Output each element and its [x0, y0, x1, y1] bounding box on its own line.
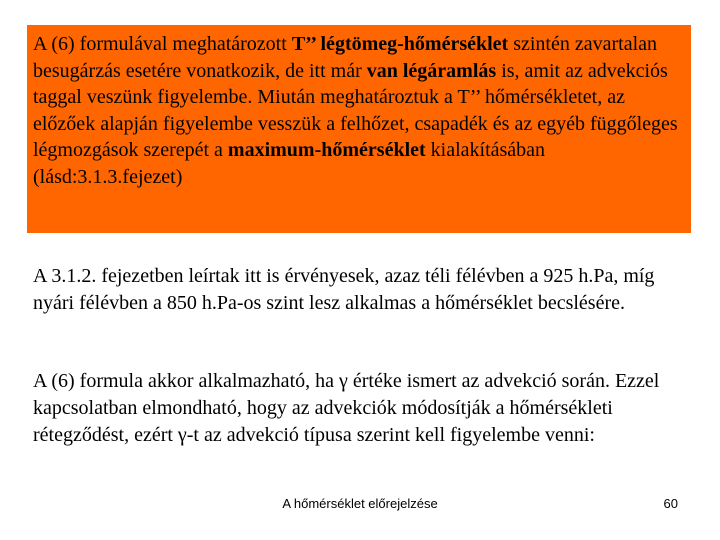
- gamma-symbol: γ: [177, 424, 187, 446]
- highlight-bold-1: T’’ légtömeg-hőmérséklet: [291, 33, 509, 55]
- gamma-symbol: γ: [339, 370, 348, 392]
- highlight-bold-2: van légáramlás: [366, 59, 497, 82]
- para2-text-1: A (6) formula akkor alkalmazható, ha: [33, 370, 339, 392]
- highlight-text-2: szintén zavartalan besugárzás esetére vonatkozik, de itt már: [33, 33, 658, 82]
- highlighted-text-box: [27, 25, 691, 233]
- paragraph-gamma-advection: [33, 368, 695, 449]
- page-number: 60: [663, 496, 678, 511]
- highlight-text-1: A (6) formulával meghatározott: [33, 33, 292, 55]
- highlight-bold-3: maximum-hőmérséklet: [227, 139, 426, 161]
- para2-text-2: értéke ismert az advekció során. Ezzel kapcsolatban elmondható, hogy az advekciók módosítják a hőmérsékleti rétegződést, ezért: [33, 370, 660, 446]
- highlight-text-4: kialakításában (lásd:3.1.3.fejezet): [33, 139, 546, 188]
- para2-text-3: -t az advekció típusa szerint kell figyelembe venni:: [186, 424, 595, 446]
- highlight-text-3: is, amit az advekciós taggal veszünk figyelembe. Miután meghatároztuk a T’’ hőmérsékletet, az előzőek alapján figyelembe vesszük a felhőzet, csapadék és az egyéb függőleges légmozgások szerepét a: [33, 59, 678, 161]
- paragraph-925-850-hpa: A 3.1.2. fejezetben leírtak itt is érvényesek, azaz téli félévben a 925 h.Pa, míg nyári félévben a 850 h.Pa-os szint lesz alkalmas a hőmérséklet becslésére.: [33, 265, 655, 314]
- footer-title: A hőmérséklet előrejelzése: [282, 496, 438, 511]
